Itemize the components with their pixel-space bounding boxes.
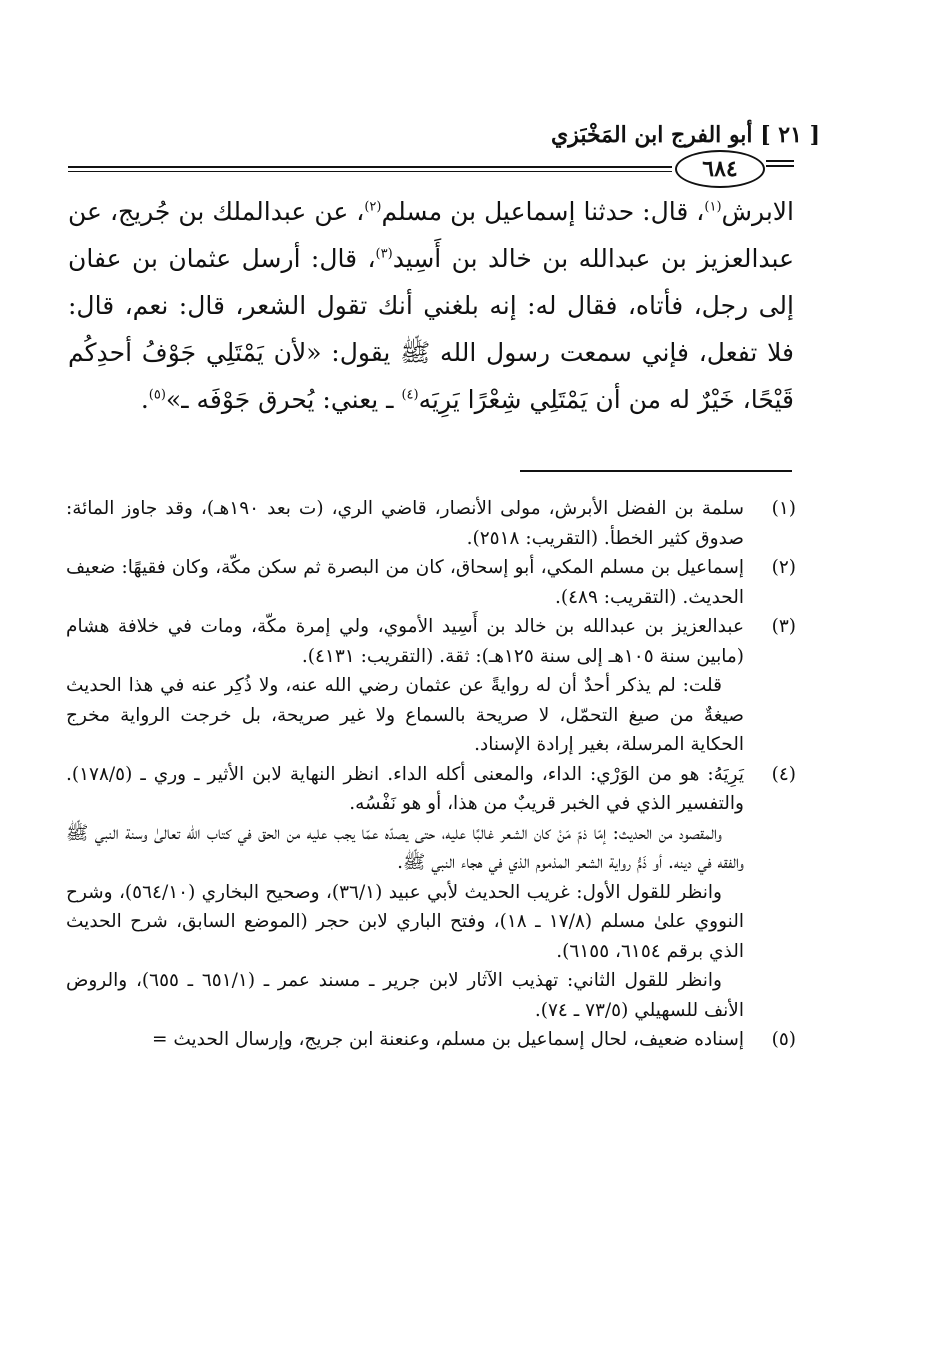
text-run: ، قال: حدثنا إسماعيل بن مسلم [381, 197, 705, 226]
text-run: الابرش [721, 197, 795, 226]
footnote-body [66, 612, 744, 760]
main-text [68, 188, 794, 423]
footnote [66, 1025, 796, 1055]
footnote-ref: (٤) [401, 387, 419, 403]
footnote [66, 553, 796, 612]
footnote-ref: (١) [704, 199, 722, 215]
header-title: [ ٢١ ] أبو الفرج ابن المَخْبَزي [550, 122, 820, 148]
footnote-paragraph: يَرِيَهُ: هو من الوَرْي: الداء، والمعنى أكله الداء. انظر النهاية لابن الأثير ـ وري ـ (١٧٨/٥). والتفسير الذي في الخبر قريبٌ من هذا، أو هو نَفْسُه. [66, 763, 744, 814]
footnote-body [66, 553, 744, 612]
footnote-number: (٥) [771, 1029, 796, 1050]
footnote [66, 494, 796, 553]
footnote-paragraph: عبدالعزيز بن عبدالله بن خالد بن أَسِيد الأموي، ولي إمرة مكّة، ومات في خلافة هشام (مابين سنة ١٠٥هـ إلى سنة ١٢٥هـ): ثقة. (التقريب: ٤١٣١). [66, 616, 744, 667]
footnote [66, 760, 796, 1026]
header-rule [68, 166, 672, 172]
footnote-paragraph: وانظر للقول الأول: غريب الحديث لأبي عبيد (٣٦/١)، وصحيح البخاري (٥٦٤/١٠)، وشرح النووي علىٰ مسلم (١٧/٨ ـ ١٨)، وفتح الباري لابن حجر (الموضع السابق، شرح الحديث الذي برقم ٦١٥٤، ٦١٥٥). [66, 881, 744, 962]
footnote-number: (٤) [771, 763, 796, 785]
footnote-ref: (٢) [364, 199, 382, 215]
text-run: ، قال: أرسل عثمان بن عفان إلى رجل، فأتاه، فقال له: إنه بلغني أنك تقول الشعر، قال: نعم، قال: فلا تفعل، فإني سمعت رسول الله ﷺ يقول: «لأن يَمْتَلِي جَوْفُ أحدِكُم قَيْحًا، خَيْرٌ له من أن يَمْتَلِي شِعْرًا يَرِيَه [68, 244, 794, 414]
text-run: ، عن عبدالملك بن جُريج، عن عبدالعزيز بن عبدالله بن خالد بن أَسِيد [68, 197, 794, 273]
footnote-paragraph: قلت: لم يذكر أحدٌ أن له روايةً عن عثمان رضي الله عنه، ولا ذُكِر عنه في هذا الحديث صيغةٌ من صيغ التحمّل، لا صريحة بالسماع ولا غير صريحة، بل خرجت الرواية مخرج الحكاية المرسلة، بغير إرادة الإسناد. [66, 675, 744, 755]
running-header [60, 118, 820, 148]
footnote-ref: (٣) [375, 246, 393, 262]
footnote-number: (٣) [771, 616, 796, 637]
main-paragraph [68, 188, 794, 423]
footnote-paragraph: إسماعيل بن مسلم المكي، أبو إسحاق، كان من البصرة ثم سكن مكّة، وكان فقيهًا: ضعيف الحديث. (التقريب: ٤٨٩). [66, 557, 744, 608]
footnote-paragraph: سلمة بن الفضل الأبرش، مولى الأنصار، قاضي الري، (ت بعد ١٩٠هـ)، وقد جاوز المائة: صدوق كثير الخطأ. (التقريب: ٢٥١٨). [66, 498, 744, 549]
text-run: ـ يعني: يُحرق جَوْفَه ـ» [165, 385, 402, 414]
footnote-body [66, 760, 744, 1026]
page-number: ٦٨٤ [675, 150, 765, 188]
footnote-paragraph: إسناده ضعيف، لحال إسماعيل بن مسلم، وعنعنة ابن جريج، وإرسال الحديث = [151, 1029, 744, 1050]
footnote-paragraph: والمقصود من الحديث: إمّا ذمّ مَنْ كان الشعر غالبًا عليه، حتى يصدّه عمّا يجب عليه من الحق في كتاب الله تعالىٰ وسنة النبي ﷺ والفقه في دينه. أو ذَمُّ رواية الشعر المذموم الذي في هجاء النبي ﷺ. [66, 822, 744, 873]
footnote-ref: (٥) [148, 387, 166, 403]
footnote-number: (١) [771, 498, 796, 519]
footnotes [66, 494, 796, 1055]
footnote-separator [520, 470, 792, 472]
text-run: . [140, 385, 149, 414]
header-rule-right [766, 160, 794, 174]
footnote [66, 612, 796, 760]
footnote-number: (٢) [771, 557, 796, 578]
footnote-body [66, 1025, 744, 1055]
footnote-body [66, 494, 744, 553]
footnote-paragraph: وانظر للقول الثاني: تهذيب الآثار لابن جرير ـ مسند عمر ـ (٦٥١/١ ـ ٦٥٥)، والروض الأنف للسهيلي (٧٣/٥ ـ ٧٤). [66, 970, 744, 1021]
